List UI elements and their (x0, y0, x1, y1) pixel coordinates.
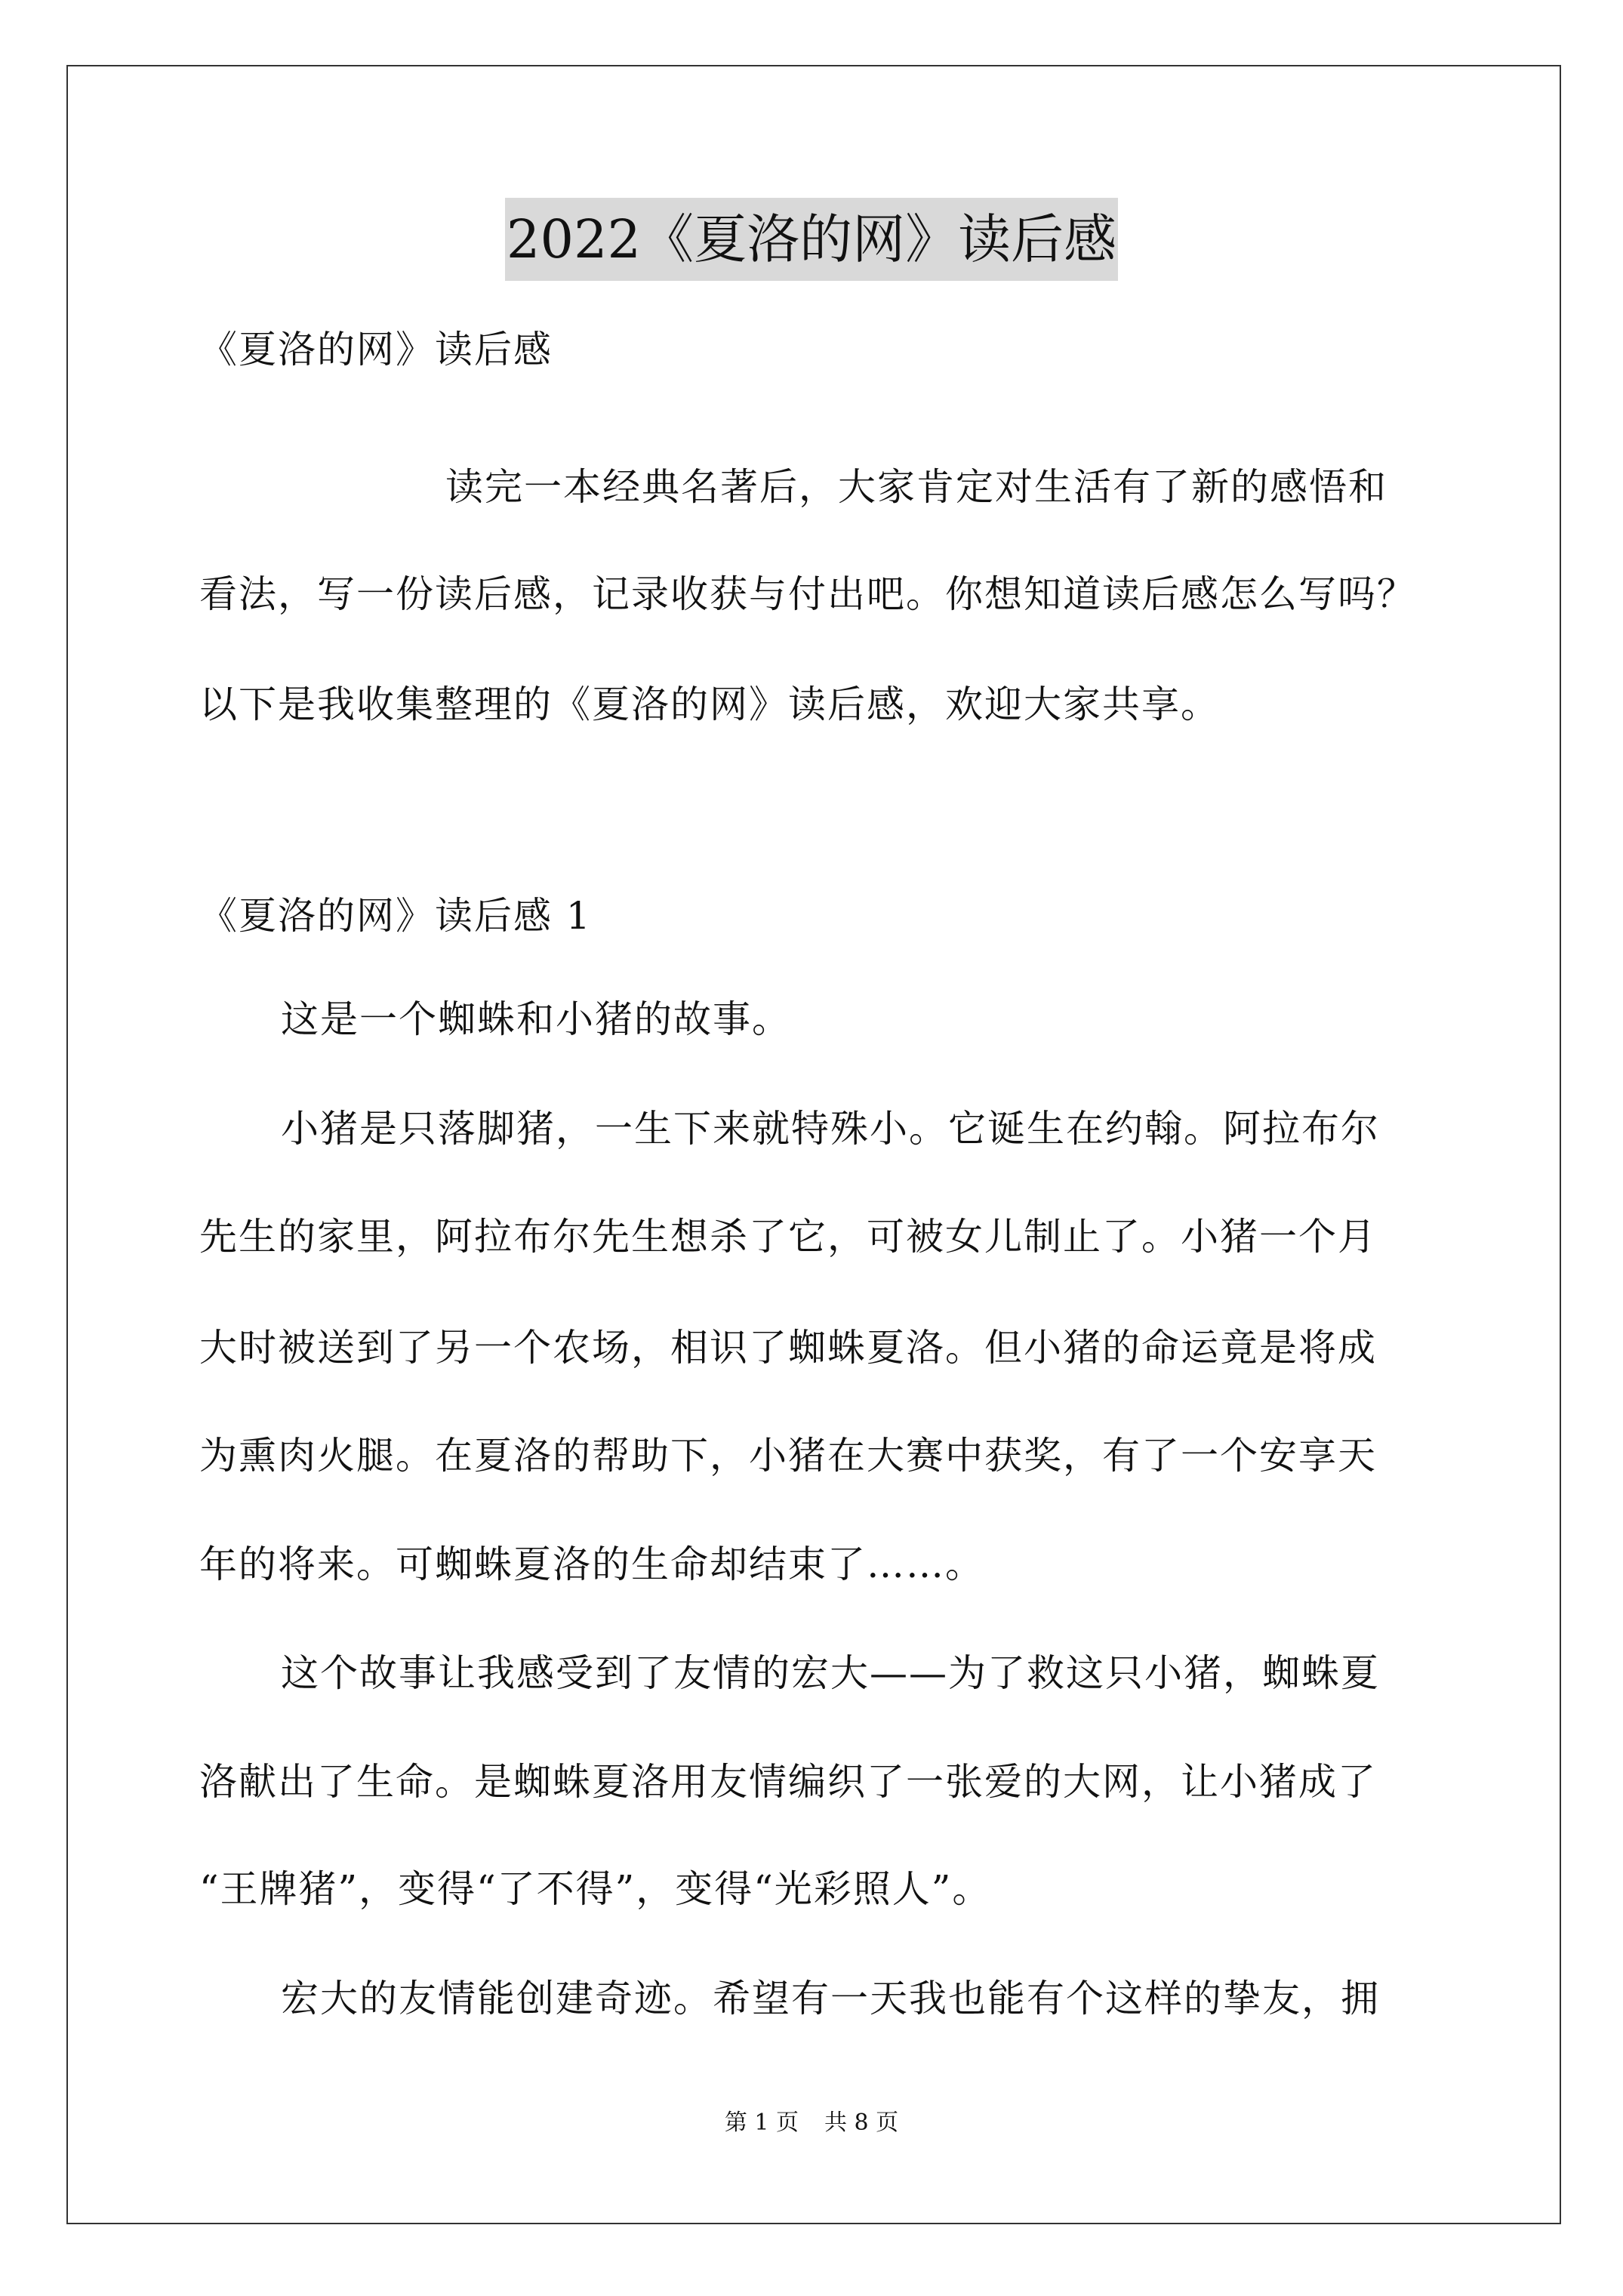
page-title-container (0, 198, 1623, 281)
subheading: 《夏洛的网》读后感 (199, 328, 553, 371)
intro-line-3: 以下是我收集整理的《夏洛的网》读后感，欢迎大家共享。 (199, 683, 1220, 726)
body-line-1: 这是一个蜘蛛和小猪的故事。 (281, 997, 791, 1041)
page-title: 2022《夏洛的网》读后感 (505, 198, 1118, 281)
body-line-4: 大时被送到了另一个农场，相识了蜘蛛夏洛。但小猪的命运竟是将成 (199, 1326, 1377, 1370)
body-line-8: 洛献出了生命。是蜘蛛夏洛用友情编织了一张爱的大网，让小猪成了 (199, 1760, 1377, 1804)
page-total: 共 8 页 (824, 2110, 899, 2136)
section-heading: 《夏洛的网》读后感 1 (199, 894, 592, 938)
body-line-7: 这个故事让我感受到了友情的宏大——为了救这只小猪，蜘蛛夏 (281, 1651, 1380, 1695)
page-footer (0, 2108, 1623, 2138)
body-line-6: 年的将来。可蜘蛛夏洛的生命却结束了……。 (199, 1542, 984, 1586)
body-line-5: 为熏肉火腿。在夏洛的帮助下，小猪在大赛中获奖，有了一个安享天 (199, 1434, 1377, 1478)
body-line-9: “王牌猪”，变得“了不得”，变得“光彩照人”。 (199, 1867, 992, 1911)
page-number: 第 1 页 (724, 2110, 799, 2136)
body-line-3: 先生的家里，阿拉布尔先生想杀了它，可被女儿制止了。小猪一个月 (199, 1215, 1377, 1259)
body-line-2: 小猪是只落脚猪，一生下来就特殊小。它诞生在约翰。阿拉布尔 (281, 1107, 1380, 1151)
body-line-10: 宏大的友情能创建奇迹。希望有一天我也能有个这样的挚友，拥 (281, 1977, 1380, 2020)
intro-line-1: 读完一本经典名著后，大家肯定对生活有了新的感悟和 (445, 465, 1387, 509)
intro-line-2: 看法，写一份读后感，记录收获与付出吧。你想知道读后感怎么写吗？ (199, 572, 1416, 616)
